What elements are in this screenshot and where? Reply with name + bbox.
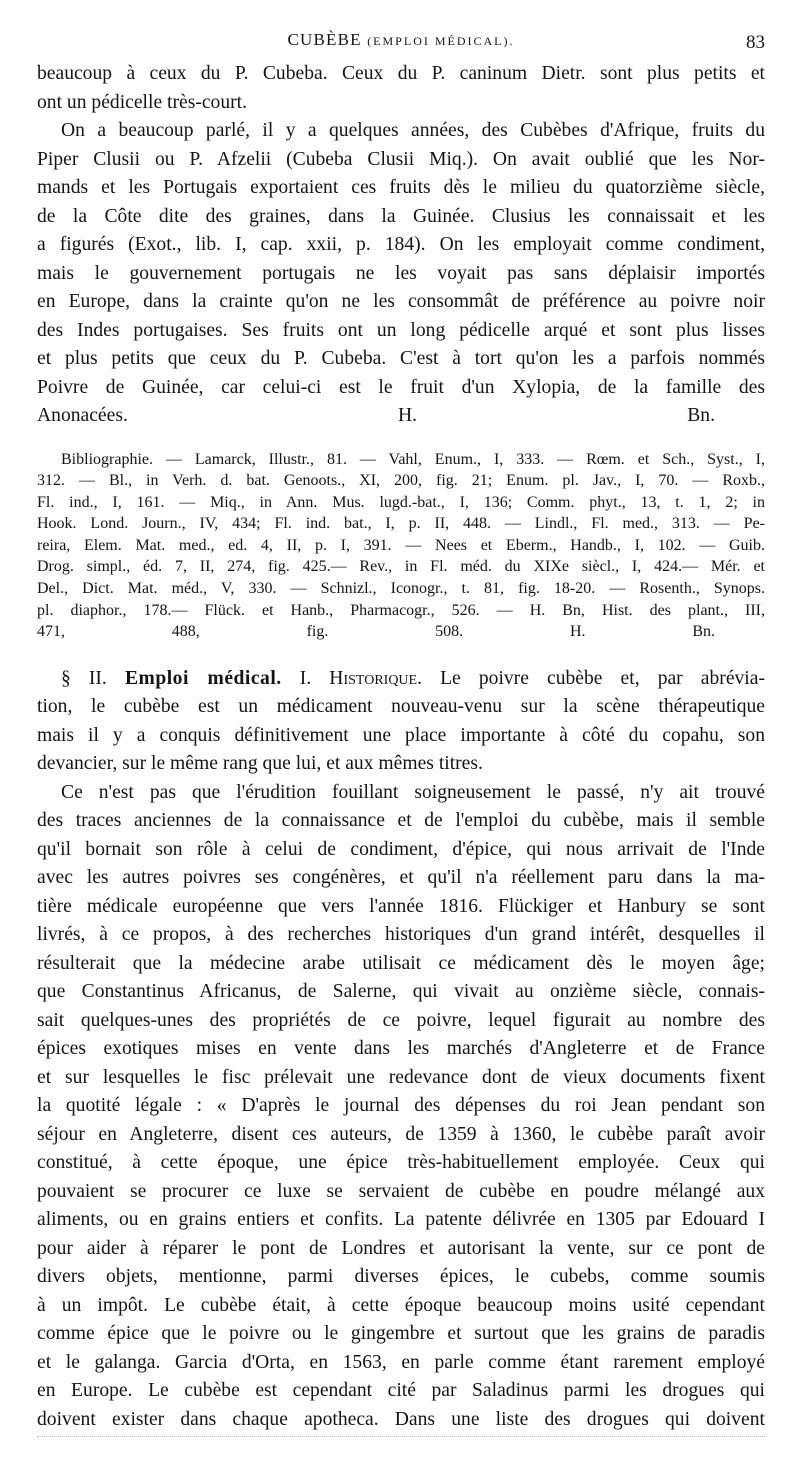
text-line: a figurés (Exot., lib. I, cap. xxii, p. 184). On les employait comme condiment, xyxy=(37,234,765,255)
running-title-sub: (EMPLOI MÉDICAL). xyxy=(367,34,515,48)
text-line: à un impôt. Le cubèbe était, à cette époque beaucoup moins usité cependant xyxy=(37,1294,765,1316)
text-line: constitué, à cette époque, une épice très-habituellement employée. Ceux qui xyxy=(37,1152,765,1174)
text-line: mais le gouvernement portugais ne les voyait pas sans déplaisir importés xyxy=(37,262,765,284)
bottom-scan-artifact xyxy=(37,1436,765,1443)
biblio-line: Drog. simpl., éd. 7, II, 274, fig. 425.— Rev., in Fl. méd. du XIXe siècl., I, 424.— Mér. et xyxy=(37,558,765,576)
section-title: Emploi médical. xyxy=(124,667,282,689)
section-heading-line xyxy=(37,665,765,694)
biblio-line: Del., Dict. Mat. méd., V, 330. — Schnizl., Iconogr., t. 81, fig. 18-20. — Rosenth., Synops. xyxy=(37,580,765,598)
text-line: devancier, sur le même rang que lui, et aux mêmes titres. xyxy=(37,753,483,775)
biblio-line: 471, 488, fig. 508. xyxy=(37,623,464,641)
text-line: On a beaucoup parlé, il y a quelques années, des Cubèbes d'Afrique, fruits du xyxy=(61,120,765,141)
author-signature: H. Bn. xyxy=(569,623,715,641)
text-line: en Europe, dans la crainte qu'on ne les consommât de préférence au poivre noir xyxy=(37,291,765,312)
page xyxy=(37,30,765,1434)
biblio-line: 312. — Bl., in Verh. d. bat. Genoots., XI, 200, fig. 21; Enum. pl. Jav., I, 70. — Roxb., xyxy=(37,472,765,490)
text-line: des traces anciennes de la connaissance et de l'emploi du cubèbe, mais il semble xyxy=(37,810,765,832)
text-line: avec les autres poivres ses congénères, et qu'il n'a réellement paru dans la ma- xyxy=(37,867,765,889)
text-line: mais il y a conquis définitivement une place importante à côté du copahu, son xyxy=(37,724,765,746)
running-title-main: CUBÈBE xyxy=(287,30,362,49)
text-line: ont un pédicelle très-court. xyxy=(37,91,248,113)
biblio-line: Bibliographie. — Lamarck, Illustr., 81. — Vahl, Enum., I, 333. — Rœm. et Sch., Syst., I, xyxy=(61,450,765,468)
botany-text xyxy=(37,60,765,431)
text-line: aliments, ou en grains entiers et confits. La patente délivrée en 1305 par Edouard I xyxy=(37,1209,765,1231)
text-line: résulterait que la médecine arabe utilisait ce médicament dès le moyen âge; xyxy=(37,952,765,974)
running-title xyxy=(37,30,765,50)
page-number: 83 xyxy=(746,32,765,53)
section-emploi-medical xyxy=(37,665,765,1435)
text-line: pouvaient se procurer ce luxe se servaient de cubèbe en poudre mélangé aux xyxy=(37,1180,765,1202)
text-line: et plus petits que ceux du P. Cubeba. C'est à tort qu'on les a parfois nommés xyxy=(37,348,765,369)
running-head xyxy=(37,30,765,60)
section-subheading: I. Historique. xyxy=(299,667,422,689)
section-mark: § II. xyxy=(61,667,107,689)
author-signature: H. Bn. xyxy=(398,405,715,426)
text-line: et sur lesquelles le fisc prélevait une redevance dont de vieux documents fixent xyxy=(37,1066,765,1088)
text-line: Poivre de Guinée, car celui-ci est le fruit d'un Xylopia, de la famille des xyxy=(37,376,765,398)
text-line: mands et les Portugais exportaient ces fruits dès le milieu du quatorzième siècle, xyxy=(37,177,765,198)
text-line: et le galanga. Garcia d'Orta, en 1563, en parle comme étant rarement employé xyxy=(37,1351,765,1373)
text-line: Piper Clusii ou P. Afzelii (Cubeba Clusii Miq.). On avait oublié que les Nor- xyxy=(37,148,765,170)
text-line: de la Côte dite des graines, dans la Guinée. Clusius les connaissait et les xyxy=(37,205,765,227)
text-line: épices exotiques mises en vente dans les marchés d'Angleterre et de France xyxy=(37,1038,765,1060)
text-line: sait quelques-unes des propriétés de ce poivre, lequel figurait au nombre des xyxy=(37,1009,765,1031)
biblio-line: pl. diaphor., 178.— Flück. et Hanb., Pharmacogr., 526. — H. Bn, Hist. des plant., III, xyxy=(37,601,765,619)
text-line: doivent exister dans chaque apotheca. Dans une liste des drogues qui doivent xyxy=(37,1408,765,1430)
text-line: tière médicale européenne que vers l'année 1816. Flückiger et Hanbury se sont xyxy=(37,895,765,917)
biblio-line-signature xyxy=(37,621,765,643)
text-line: que Constantinus Africanus, de Salerne, qui vivait au onzième siècle, connais- xyxy=(37,981,765,1003)
biblio-line: Fl. ind., I, 161. — Miq., in Ann. Mus. lugd.-bat., I, 136; Comm. phyt., 13, t. 1, 2; in xyxy=(37,493,765,511)
text-line: la quotité légale : « D'après le journal des dépenses du roi Jean pendant son xyxy=(37,1095,765,1117)
text-line: Le poivre cubèbe et, par abrévia- xyxy=(440,667,765,689)
text-line: qu'il bornait son rôle à celui de condiment, d'épice, qui nous arrivait de l'Inde xyxy=(37,838,765,860)
text-line-signature xyxy=(37,402,765,431)
text-line: livrés, à ce propos, à des recherches historiques d'un grand intérêt, desquelles il xyxy=(37,924,765,946)
text-line: Ce n'est pas que l'érudition fouillant soigneusement le passé, n'y ait trouvé xyxy=(61,781,765,803)
text-line: Anonacées. xyxy=(37,405,128,426)
text-line: séjour en Angleterre, disent ces auteurs, de 1359 à 1360, le cubèbe paraît avoir xyxy=(37,1123,765,1145)
text-line: pour aider à réparer le pont de Londres et autorisant la vente, sur ce pont de xyxy=(37,1237,765,1259)
text-line: en Europe. Le cubèbe est cependant cité par Saladinus parmi les drogues qui xyxy=(37,1380,765,1402)
text-line: divers objets, mentionne, parmi diverses épices, le cubebs, comme soumis xyxy=(37,1266,765,1288)
biblio-line: reira, Elem. Mat. med., ed. 4, II, p. I, 391. — Nees et Eberm., Handb., I, 102. — Guib. xyxy=(37,536,765,554)
text-line: des Indes portugaises. Ses fruits ont un long pédicelle arqué et sont plus lisses xyxy=(37,319,765,341)
biblio-line: Hook. Lond. Journ., IV, 434; Fl. ind. bat., I, p. II, 448. — Lindl., Fl. med., 313. — Pe- xyxy=(37,515,765,533)
text-line: beaucoup à ceux du P. Cubeba. Ceux du P. caninum Dietr. sont plus petits et xyxy=(37,63,765,84)
bibliography xyxy=(37,449,765,643)
text-line: comme épice que le poivre ou le gingembre et surtout que les grains de paradis xyxy=(37,1323,765,1345)
text-line: tion, le cubèbe est un médicament nouveau-venu sur la scène thérapeutique xyxy=(37,696,765,718)
